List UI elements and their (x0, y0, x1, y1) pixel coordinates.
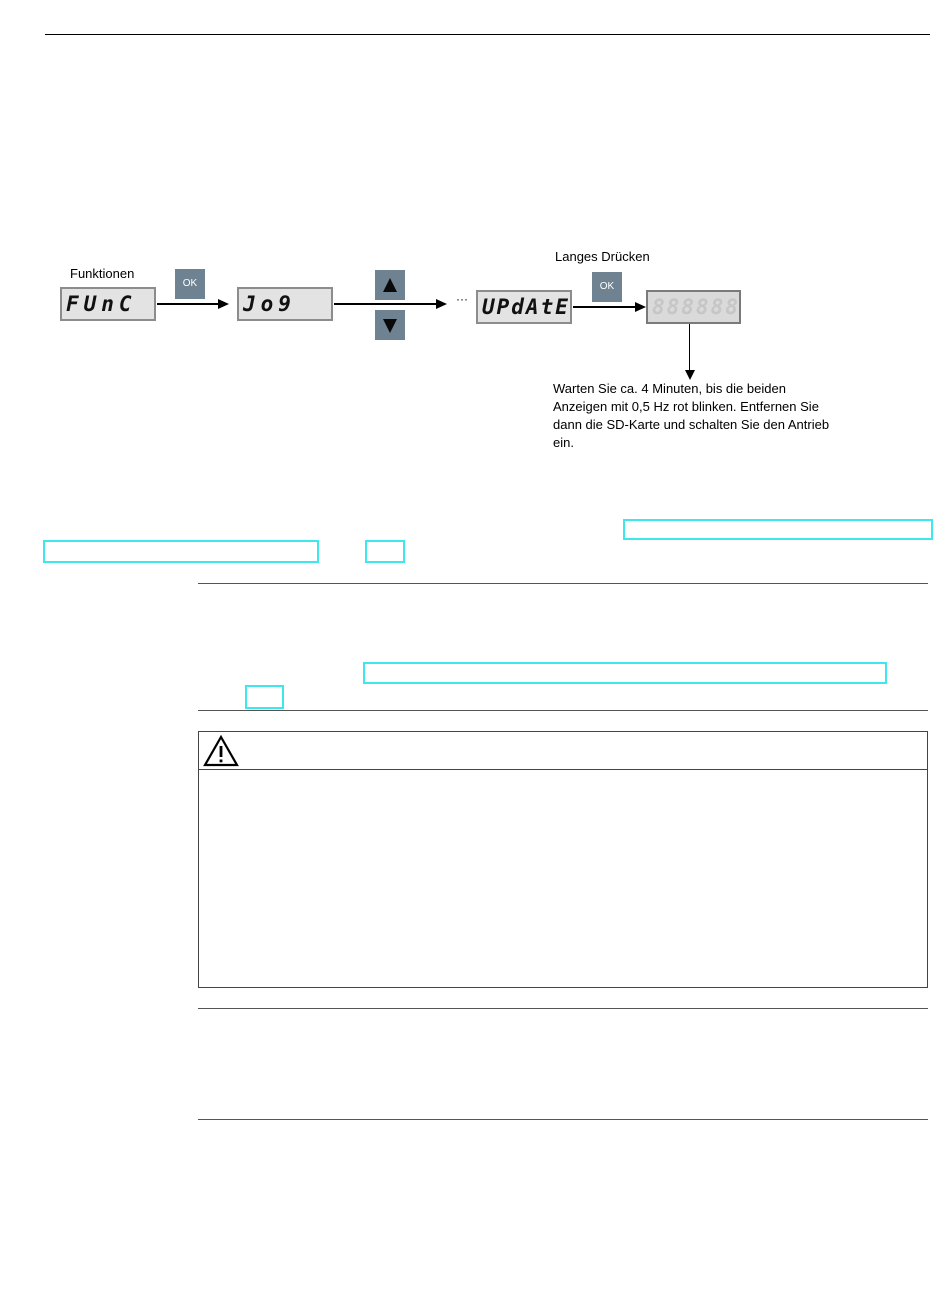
warning-header (199, 732, 927, 770)
page-reference-link[interactable] (245, 685, 284, 709)
down-key[interactable] (375, 310, 405, 340)
arrow-down-icon (383, 319, 397, 333)
warning-triangle-icon (203, 735, 239, 767)
section-divider (198, 1119, 928, 1120)
flow-arrow-down (689, 324, 690, 372)
ok-key[interactable]: OK (175, 269, 205, 299)
wait-instruction-note: Warten Sie ca. 4 Minuten, bis die beiden Anzeigen mit 0,5 Hz rot blinken. Entfernen Sie dann die SD-Karte und schalten Sie den Antrieb ein. (553, 381, 830, 450)
section-divider (198, 710, 928, 711)
section-divider (198, 1008, 928, 1009)
flow-arrow-head (218, 299, 229, 309)
display-func: FUnC (60, 287, 156, 321)
warning-box (198, 731, 928, 988)
page-reference-link[interactable] (365, 540, 405, 563)
cross-reference-link[interactable] (623, 519, 933, 540)
flow-arrow-head (436, 299, 447, 309)
ellipsis: ··· (456, 292, 468, 306)
header-rule (45, 34, 930, 35)
flow-arrow-head (635, 302, 646, 312)
flow-arrow (573, 306, 638, 308)
long-press-label: Langes Drücken (555, 249, 650, 264)
cross-reference-link[interactable] (363, 662, 887, 684)
flow-arrow-down-head (685, 370, 695, 380)
ok-key-long-press[interactable]: OK (592, 272, 622, 302)
functions-label: Funktionen (70, 266, 135, 281)
display-progress: 888888 (646, 290, 741, 324)
up-key[interactable] (375, 270, 405, 300)
flow-arrow (157, 303, 221, 305)
arrow-up-icon (383, 278, 397, 292)
display-jog: Jo9 (237, 287, 333, 321)
section-divider (198, 583, 928, 584)
flow-arrow (334, 303, 439, 305)
display-update: UPdAtE (476, 290, 572, 324)
cross-reference-link[interactable] (43, 540, 319, 563)
